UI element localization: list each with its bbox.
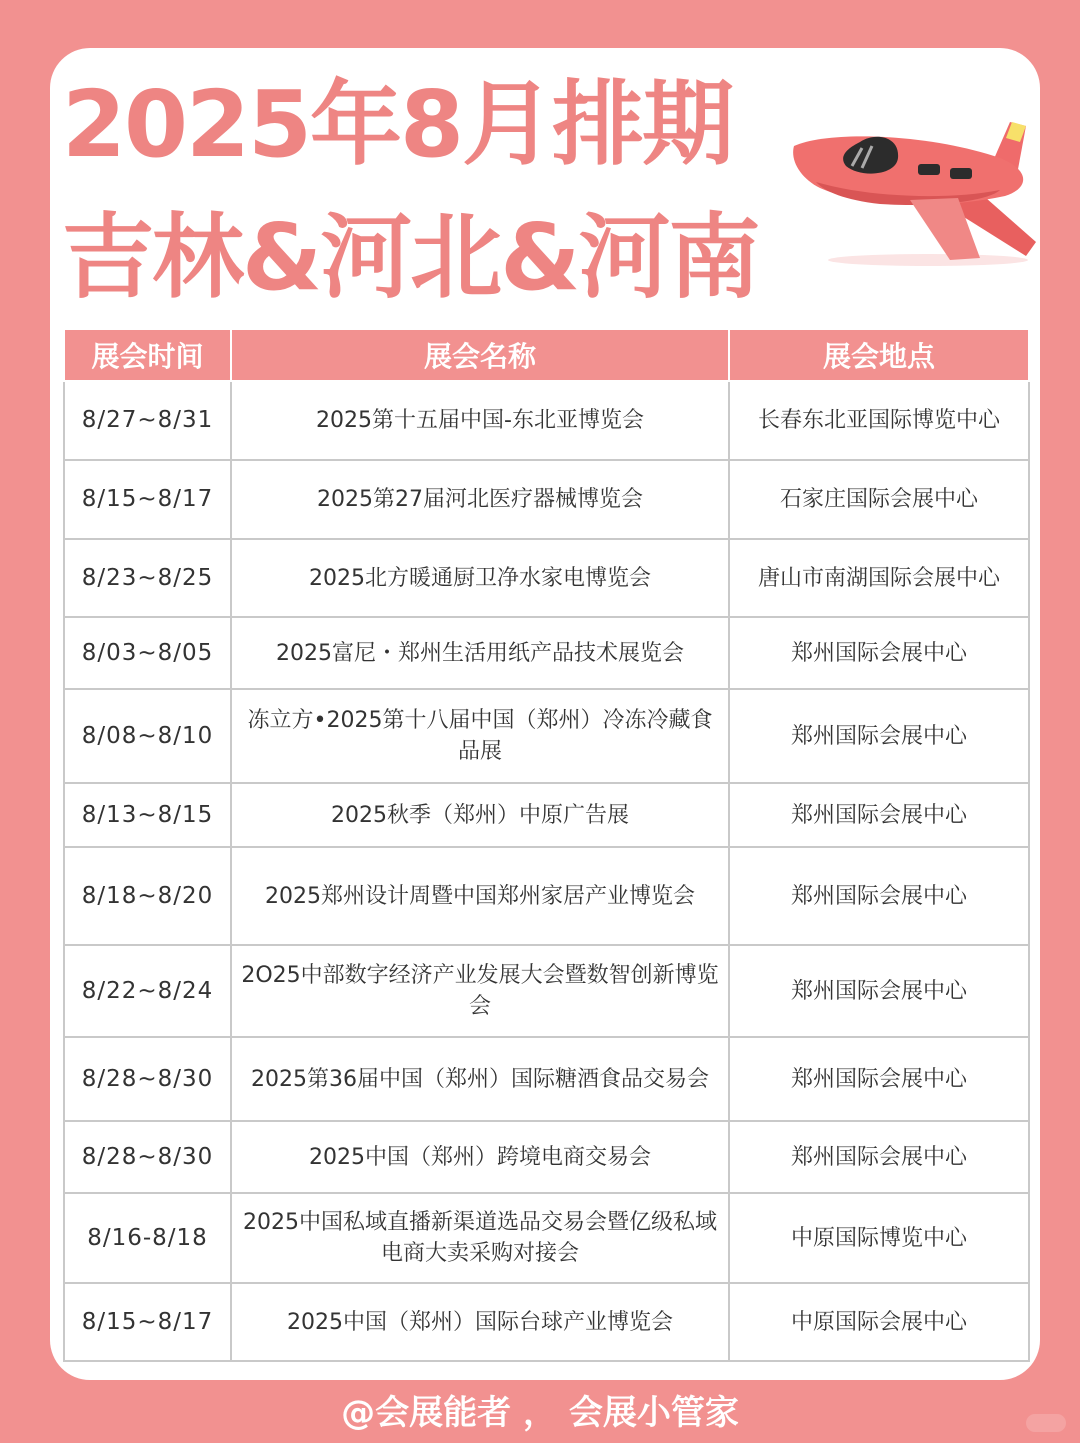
table-row (64, 689, 1029, 783)
table-row (64, 1283, 1029, 1361)
cell-date: 8/23~8/25 (64, 539, 231, 617)
cell-date: 8/28~8/30 (64, 1121, 231, 1193)
cell-venue: 唐山市南湖国际会展中心 (729, 539, 1029, 617)
cell-name: 2025第27届河北医疗器械博览会 (231, 460, 729, 539)
watermark-badge (1026, 1414, 1066, 1432)
cell-venue: 长春东北亚国际博览中心 (729, 381, 1029, 460)
cell-name: 2025中国私域直播新渠道选品交易会暨亿级私域电商大卖采购对接会 (231, 1193, 729, 1283)
table-row (64, 617, 1029, 689)
table-row (64, 381, 1029, 460)
cell-venue: 石家庄国际会展中心 (729, 460, 1029, 539)
airplane-icon (790, 118, 1040, 268)
cell-date: 8/18~8/20 (64, 847, 231, 945)
cell-name: 2025北方暖通厨卫净水家电博览会 (231, 539, 729, 617)
table-row (64, 1193, 1029, 1283)
cell-venue: 中原国际会展中心 (729, 1283, 1029, 1361)
cell-venue: 郑州国际会展中心 (729, 1037, 1029, 1121)
cell-venue: 郑州国际会展中心 (729, 689, 1029, 783)
title-line-1: 2025年8月排期 (62, 71, 733, 178)
exhibition-schedule-table (63, 328, 1030, 1362)
header-date: 展会时间 (64, 329, 231, 381)
cell-date: 8/03~8/05 (64, 617, 231, 689)
cell-name: 2025第36届中国（郑州）国际糖酒食品交易会 (231, 1037, 729, 1121)
table-header-row (64, 329, 1029, 381)
cell-venue: 郑州国际会展中心 (729, 783, 1029, 847)
cell-name: 2025中国（郑州）跨境电商交易会 (231, 1121, 729, 1193)
cell-venue: 郑州国际会展中心 (729, 945, 1029, 1037)
header-name: 展会名称 (231, 329, 729, 381)
cell-name: 冻立方•2025第十八届中国（郑州）冷冻冷藏食品展 (231, 689, 729, 783)
cell-date: 8/13~8/15 (64, 783, 231, 847)
cell-name: 2025富尼・郑州生活用纸产品技术展览会 (231, 617, 729, 689)
cell-date: 8/15~8/17 (64, 460, 231, 539)
table-row (64, 847, 1029, 945)
cell-date: 8/27~8/31 (64, 381, 231, 460)
title-line-2: 吉林&河北&河南 (62, 204, 759, 311)
table-row (64, 460, 1029, 539)
cell-venue: 郑州国际会展中心 (729, 847, 1029, 945)
cell-date: 8/28~8/30 (64, 1037, 231, 1121)
cell-name: 2025郑州设计周暨中国郑州家居产业博览会 (231, 847, 729, 945)
cell-venue: 郑州国际会展中心 (729, 617, 1029, 689)
cell-date: 8/15~8/17 (64, 1283, 231, 1361)
cell-date: 8/22~8/24 (64, 945, 231, 1037)
cell-date: 8/16-8/18 (64, 1193, 231, 1283)
table-row (64, 1037, 1029, 1121)
cell-date: 8/08~8/10 (64, 689, 231, 783)
cell-name: 2O25中部数字经济产业发展大会暨数智创新博览会 (231, 945, 729, 1037)
cell-venue: 郑州国际会展中心 (729, 1121, 1029, 1193)
cell-name: 2025秋季（郑州）中原广告展 (231, 783, 729, 847)
cell-name: 2025中国（郑州）国际台球产业博览会 (231, 1283, 729, 1361)
header-venue: 展会地点 (729, 329, 1029, 381)
cell-venue: 中原国际博览中心 (729, 1193, 1029, 1283)
table-row (64, 783, 1029, 847)
footer-signature: @会展能者 ， 会展小管家 (341, 1393, 739, 1433)
poster-card (50, 48, 1040, 1380)
table-row (64, 539, 1029, 617)
table-row (64, 945, 1029, 1037)
cell-name: 2025第十五届中国-东北亚博览会 (231, 381, 729, 460)
table-row (64, 1121, 1029, 1193)
